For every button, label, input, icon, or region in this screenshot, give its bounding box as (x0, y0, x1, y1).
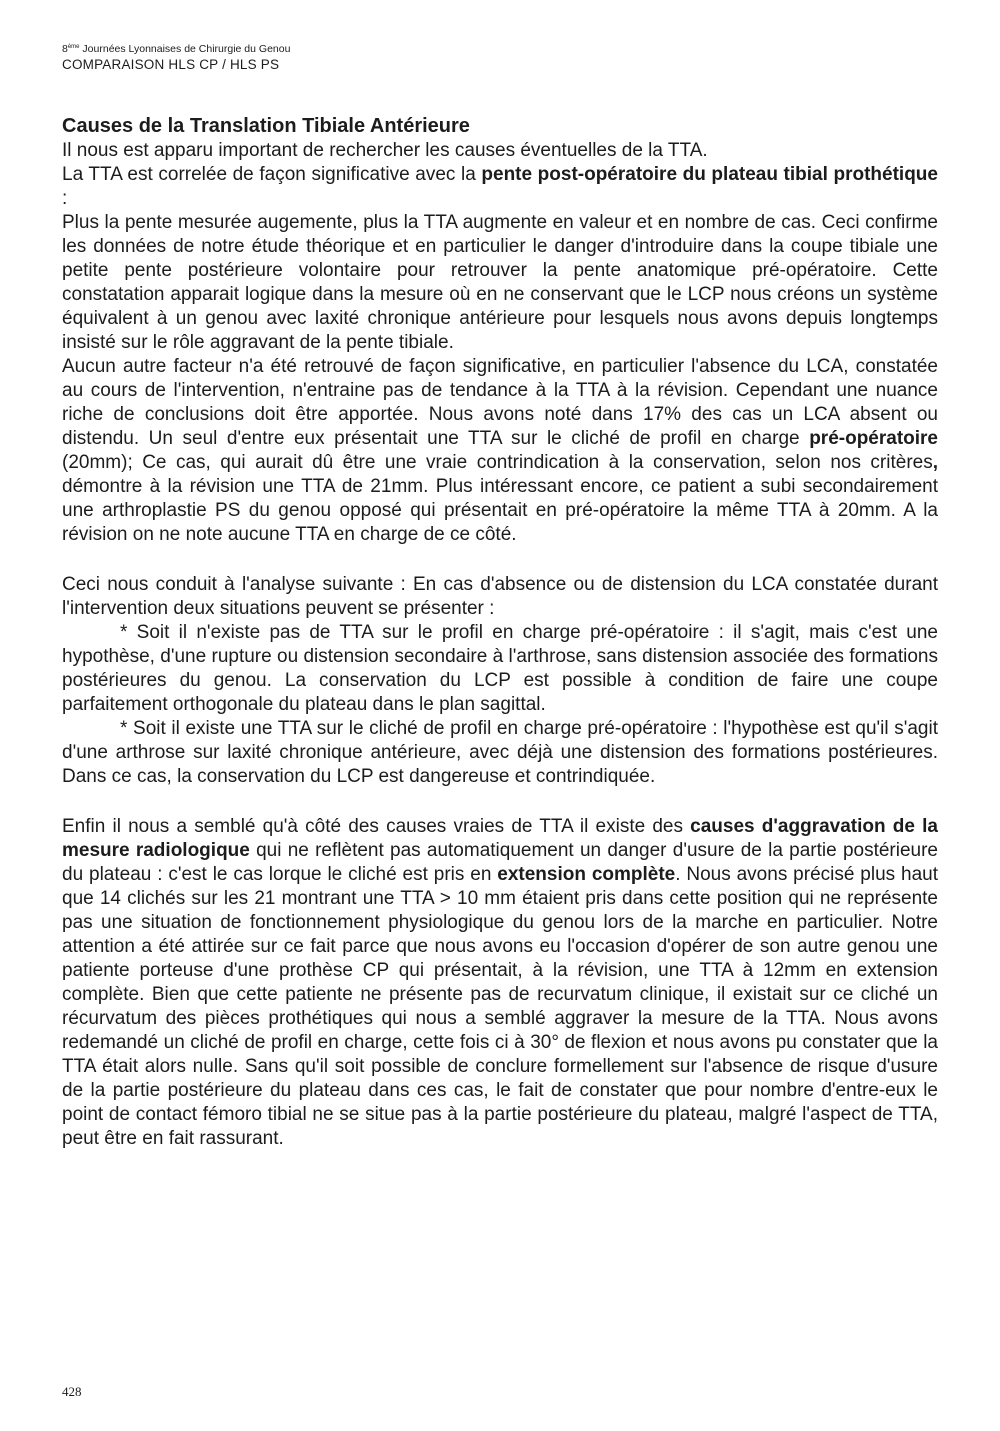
emphasis-extension: extension complète (497, 864, 676, 885)
page-number: 428 (62, 1384, 82, 1399)
paragraph-case-1: * Soit il n'existe pas de TTA sur le profil en charge pré-opératoire : il s'agit, mais c'est une hypothèse, d'une rupture ou distension secondaire à l'arthrose, sans distension associée des formations postérieures du genou. La conservation du LCP est possible à condition de faire une coupe parfaitement orthogonale du plateau dans le plan sagittal. (62, 622, 938, 715)
conference-ordinal: 8 (62, 43, 68, 55)
paragraph-gap (62, 789, 938, 815)
article-subtitle: COMPARAISON HLS CP / HLS PS (62, 57, 280, 72)
conference-ordinal-suffix: ème (67, 44, 80, 50)
paragraph-correlation: La TTA est correlée de façon significative avec la pente post-opératoire du plateau tibial prothétique : (62, 164, 938, 209)
paragraph-gap (62, 547, 938, 573)
paragraph-lca: Aucun autre facteur n'a été retrouvé de façon significative, en particulier l'absence du LCA, constatée au cours de l'intervention, n'entraine pas de tendance à la TTA à la révision. Cependant une nuance riche de conclusions doit être apportée. Nous avons noté dans 17% des cas un LCA absent ou distendu. Un seul d'entre eux présentait une TTA sur le cliché de profil en charge pré-opératoire (20mm); Ce cas, qui aurait dû être une vraie contrindication à la conservation, selon nos critères, démontre à la révision une TTA de 21mm. Plus intéressant encore, ce patient a subi secondairement une arthroplastie PS du genou opposé qui présentait en pré-opératoire la même TTA à 20mm. A la révision on ne note aucune TTA en charge de ce côté. (62, 356, 938, 545)
running-header (62, 40, 290, 72)
conference-title (62, 40, 290, 57)
paragraph-case-2: * Soit il existe une TTA sur le cliché de profil en charge pré-opératoire : l'hypothèse est qu'il s'agit d'une arthrose sur laxité chronique antérieure, avec déjà une distension des formations postérieures. Dans ce cas, la conservation du LCP est dangereuse et contrindiquée. (62, 718, 938, 787)
emphasis-pente: pente post-opératoire du plateau tibial prothétique (481, 164, 938, 185)
article-body (62, 113, 938, 1151)
emphasis-preop: pré-opératoire (809, 428, 938, 449)
paragraph-analyse: Ceci nous conduit à l'analyse suivante : En cas d'absence ou de distension du LCA constatée durant l'intervention deux situations peuvent se présenter : (62, 574, 938, 619)
section-title: Causes de la Translation Tibiale Antérieure (62, 115, 470, 137)
emphasis-causes: causes d'aggravation de la mesure radiologique (62, 816, 938, 861)
paragraph-pente: Plus la pente mesurée augemente, plus la TTA augmente en valeur et en nombre de cas. Ceci confirme les données de notre étude théorique et en particulier le danger d'introduire dans la coupe tibiale une petite pente postérieure volontaire pour retrouver la pente anatomique pré-opératoire. Cette constatation apparait logique dans la mesure où en ne conservant que le LCP nous créons un système équivalent à un genou avec laxité chronique antérieure pour lesquels nous avons depuis longtemps insisté sur le rôle aggravant de la pente tibiale. (62, 212, 938, 353)
paragraph-aggravation: Enfin il nous a semblé qu'à côté des causes vraies de TTA il existe des causes d'aggravation de la mesure radiologique qui ne reflètent pas automatiquement un danger d'usure de la partie postérieure du plateau : c'est le cas lorque le cliché est pris en extension complète. Nous avons précisé plus haut que 14 clichés sur les 21 montrant une TTA > 10 mm étaient pris dans cette position qui ne représente pas une situation de fonctionnement physiologique du genou lors de la marche en particulier. Notre attention a été attirée sur ce fait parce que nous avons eu l'occasion d'opérer de son autre genou une patiente porteuse d'une prothèse CP qui présentait, à la révision, une TTA à 12mm en extension complète. Bien que cette patiente ne présente pas de recurvatum clinique, il existait sur ce cliché un récurvatum des pièces prothétiques qui nous a semblé aggraver la mesure de la TTA. Nous avons redemandé un cliché de profil en charge, cette fois ci à 30° de flexion et nous avons pu constater que la TTA était alors nulle. Sans qu'il soit possible de conclure formellement sur l'absence de risque d'usure de la partie postérieure du plateau dans ces cas, le fait de constater que pour nombre d'entre-eux le point de contact fémoro tibial ne se situe pas à la partie postérieure du plateau, malgré l'aspect de TTA, peut être en fait rassurant. (62, 816, 939, 1149)
paragraph-intro: Il nous est apparu important de rechercher les causes éventuelles de la TTA. (62, 140, 708, 161)
conference-name: Journées Lyonnaises de Chirurgie du Genou (79, 43, 291, 55)
